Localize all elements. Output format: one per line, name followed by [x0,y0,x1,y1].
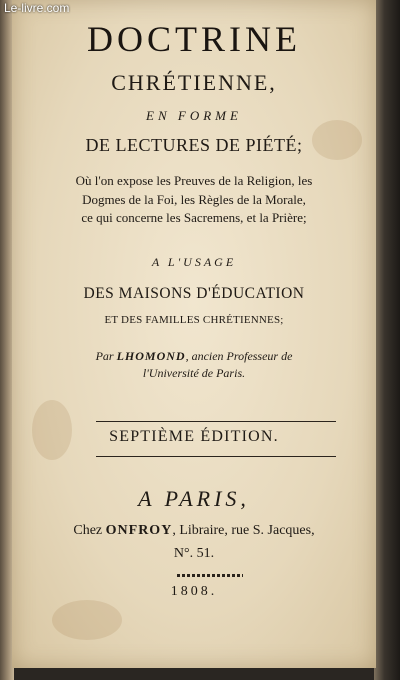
description-line: Dogmes de la Foi, les Règles de la Morale, [82,191,306,207]
publisher-rest: , Libraire, rue S. Jacques, [172,523,315,538]
publisher-prefix: Chez [73,523,103,538]
city-line: A PARIS, [138,486,250,511]
author-block [12,348,376,382]
watermark: Le-livre.com [4,1,70,15]
maisons-line: DES MAISONS D'ÉDUCATION [83,285,305,302]
author-line [12,348,376,365]
paper-stain [52,600,122,640]
top-rule [96,421,336,422]
description-block [12,172,376,228]
publisher-line [12,523,376,539]
publisher-name: ONFROY [105,523,173,538]
book-title: DOCTRINE [87,19,301,59]
edition-line: SEPTIÈME ÉDITION. [109,428,279,445]
book-subtitle: CHRÉTIENNE, [111,70,277,95]
author-rest: , ancien Professeur de [185,349,293,363]
author-line-2: l'Université de Paris. [142,366,246,380]
publication-year: 1808. [170,584,218,599]
author-prefix: Par [95,349,114,363]
author-name: LHOMOND [116,349,186,363]
en-forme-line: EN FORME [146,108,242,123]
usage-line: A L'USAGE [151,255,237,269]
publisher-number: N°. 51. [173,546,215,561]
ornament-rule [177,574,243,577]
familles-line: ET DES FAMILLES CHRÉTIENNES; [104,314,284,326]
lectures-line: DE LECTURES DE PIÉTÉ; [85,135,303,155]
description-line: Où l'on expose les Preuves de la Religion, les [75,173,313,188]
bottom-rule [96,456,336,457]
title-page [12,0,376,668]
book-edge-right [374,0,400,680]
description-line: ce qui concerne les Sacremens, et la Prière; [81,210,307,225]
